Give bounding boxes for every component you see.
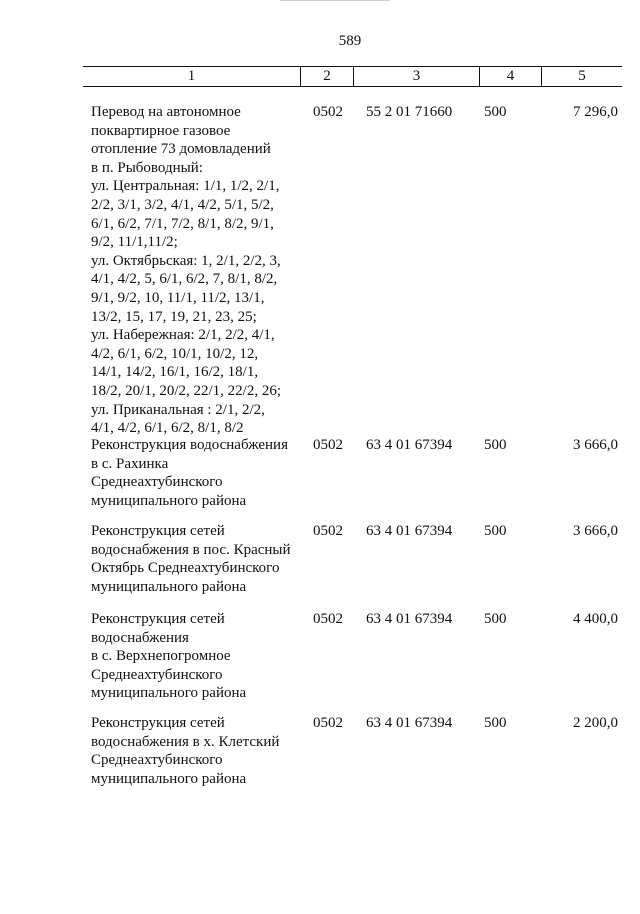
scan-artifact-line (280, 0, 390, 1)
row-amount: 4 400,0 (573, 611, 618, 627)
row-type: 500 (484, 523, 507, 539)
header-col-3: 3 (354, 67, 480, 86)
row-type: 500 (484, 104, 507, 120)
row-type: 500 (484, 611, 507, 627)
row-code: 55 2 01 71660 (366, 104, 453, 120)
row-section: 0502 (313, 523, 343, 539)
row-description: Реконструкция сетей водоснабжения в с. Верхнепогромное Среднеахтубинского муниципального района (91, 611, 247, 702)
row-section: 0502 (313, 715, 343, 731)
row-description: Реконструкция водоснабжения в с. Рахинка Среднеахтубинского муниципального района (91, 437, 288, 509)
header-col-1: 1 (83, 67, 301, 86)
row-section: 0502 (313, 104, 343, 120)
row-amount: 7 296,0 (573, 104, 618, 120)
row-description: Реконструкция сетей водоснабжения в пос. Красный Октябрь Среднеахтубинского муниципального района (91, 523, 291, 595)
row-code: 63 4 01 67394 (366, 715, 453, 731)
row-code: 63 4 01 67394 (366, 611, 453, 627)
row-description: Перевод на автономное поквартирное газовое отопление 73 домовладений в п. Рыбоводный: ул. Центральная: 1/1, 1/2, 2/1, 2/2, 3/1, 3/2, 4/1, 4/2, 5/1, 5/2, 6/1, 6/2, 7/1, 7/2, 8/1, 8/2, 9/1, 9/2, 11/1,11/2; ул. Октябрьская: 1, 2/1, 2/2, 3, 4/1, 4/2, 5, 6/1, 6/2, 7, 8/1, 8/2, 9/1, 9/2, 10, 11/1, 11/2, 13/1, 13/2, 15, 17, 19, 21, 23, 25; ул. Набережная: 2/1, 2/2, 4/1, 4/2, 6/1, 6/2, 10/1, 10/2, 12, 14/1, 14/2, 16/1, 16/2, 18/1, 18/2, 20/1, 20/2, 22/1, 22/2, 26; ул. Приканальная : 2/1, 2/2, 4/1, 4/2, 6/1, 6/2, 8/1, 8/2 (91, 104, 282, 437)
table-header (83, 66, 622, 87)
row-amount: 2 200,0 (573, 715, 618, 731)
row-code: 63 4 01 67394 (366, 523, 453, 539)
row-amount: 3 666,0 (573, 523, 618, 539)
row-section: 0502 (313, 437, 343, 453)
header-col-4: 4 (480, 67, 542, 86)
row-section: 0502 (313, 611, 343, 627)
row-type: 500 (484, 715, 507, 731)
header-col-5: 5 (578, 68, 586, 84)
row-code: 63 4 01 67394 (366, 437, 453, 453)
row-amount: 3 666,0 (573, 437, 618, 453)
header-col-2: 2 (301, 67, 354, 86)
row-description: Реконструкция сетей водоснабжения в х. Клетский Среднеахтубинского муниципального района (91, 715, 280, 787)
row-type: 500 (484, 437, 507, 453)
page-number: 589 (338, 33, 362, 49)
